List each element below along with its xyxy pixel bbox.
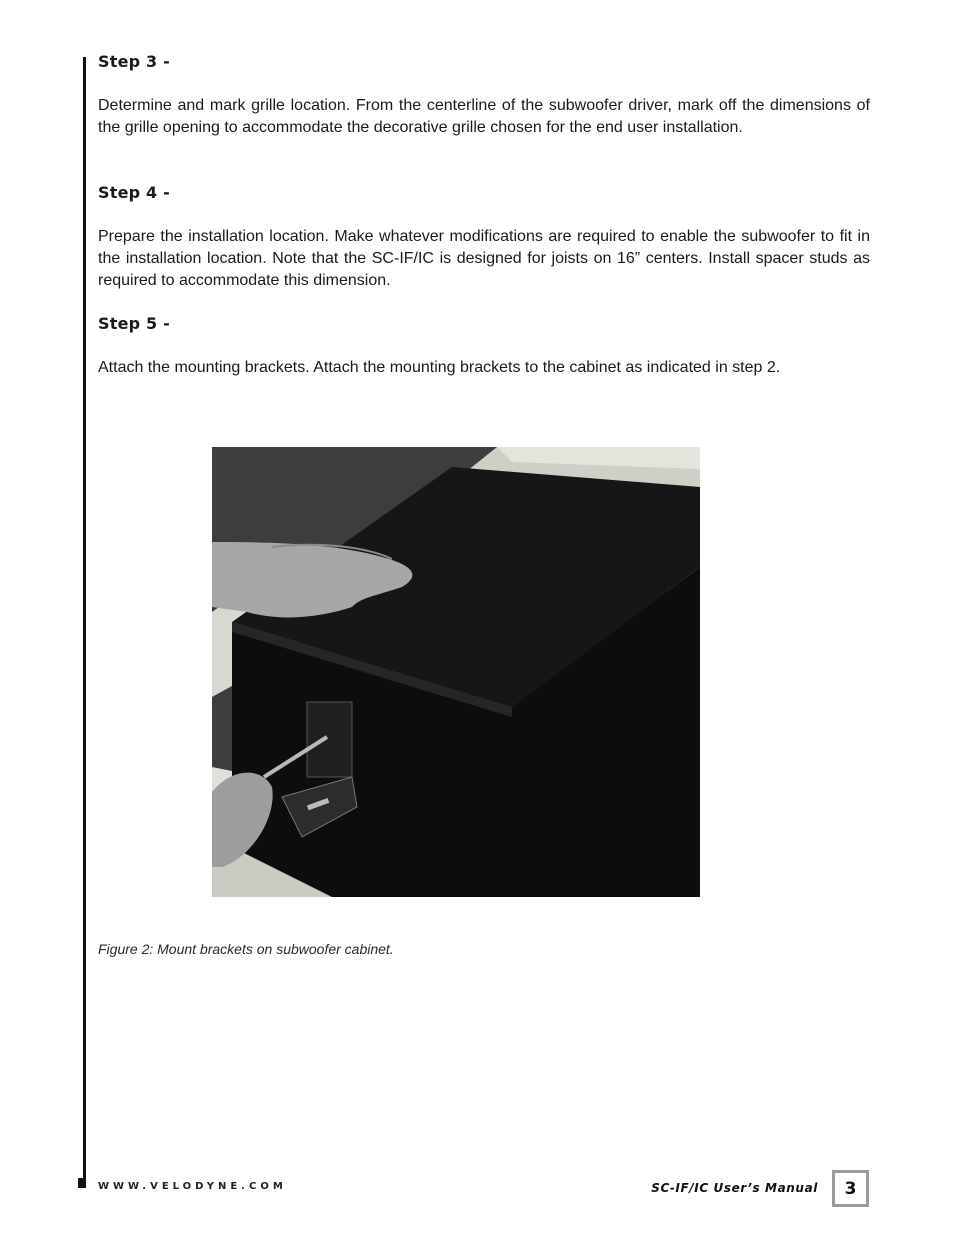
- step-5-heading: Step 5 -: [98, 314, 170, 333]
- footer-manual-title: SC-IF/IC User’s Manual: [651, 1181, 818, 1195]
- step-4-heading: Step 4 -: [98, 183, 170, 202]
- footer-website: WWW.VELODYNE.COM: [98, 1181, 287, 1192]
- page-number-badge: 3: [832, 1170, 869, 1207]
- left-margin-rule: [83, 57, 86, 1179]
- figure-caption: Figure 2: Mount brackets on subwoofer cabinet.: [98, 941, 394, 957]
- step-4-text: Prepare the installation location. Make whatever modifications are required to enable the subwoofer to fit in the installation location. Note that the SC-IF/IC is designed for joists on 16” centers. Install spacer studs as required to accommodate this dimension.: [98, 228, 870, 289]
- left-margin-rule-end: [78, 1178, 86, 1188]
- figure-2-photo: [212, 447, 700, 897]
- step-5-text: Attach the mounting brackets. Attach the mounting brackets to the cabinet as indicated in step 2.: [98, 359, 781, 376]
- step-3-heading: Step 3 -: [98, 52, 170, 71]
- step-3-text: Determine and mark grille location. From the centerline of the subwoofer driver, mark off the dimensions of the grille opening to accommodate the decorative grille chosen for the end user installation.: [98, 97, 870, 136]
